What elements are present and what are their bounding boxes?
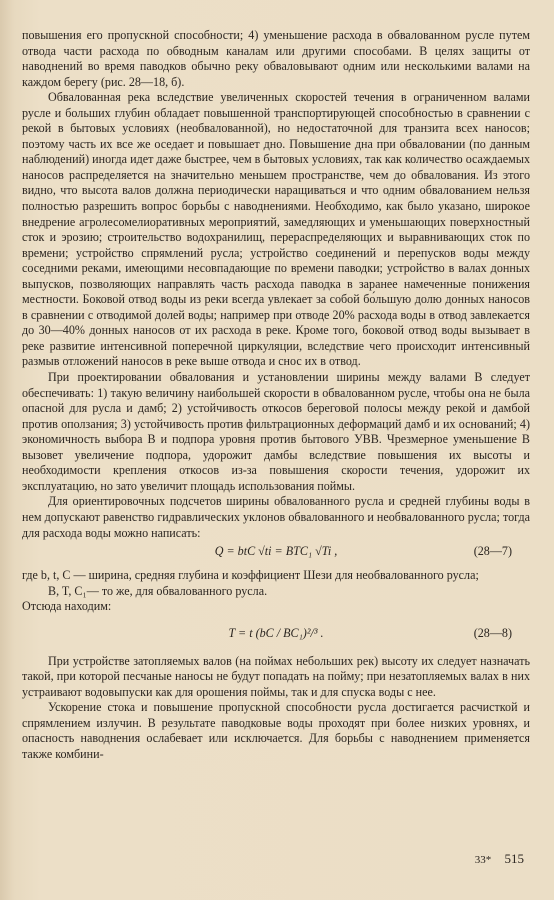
- equation-28-8-number: (28—8): [473, 625, 512, 640]
- paragraph-6: B, T, C₁— то же, для обвалованного русла.: [48, 583, 268, 598]
- paragraph-5: где b, t, C — ширина, средняя глубина и коэффициент Шези для необвалованного русла;: [22, 568, 479, 583]
- paragraph-1: повышения его пропускной способности; 4) уменьшение расхода в обвалованном русле путем отвода части расхода по обводным каналам или другими способами. В целях защиты от наводнений во время паводков обычно реку обваловывают одним или несколькими валами на каждом берегу (рис. 28—18, б).: [22, 28, 530, 89]
- equation-28-7-formula: Q = btC √ti = BTC₁ √Ti ,: [214, 544, 338, 559]
- equation-28-7-number: (28—7): [473, 544, 512, 559]
- page-number: 515: [504, 851, 524, 866]
- equation-28-7: [22, 544, 530, 566]
- paragraph-8: При устройстве затопляемых валов (на поймах небольших рек) высоту их следует назначать такой, при которой песчаные наносы не будут попадать на пойму; при незатопляемых валах в них устраивают водовыпуски как для орошения поймы, так и для спуска воды с нее.: [22, 653, 530, 699]
- equation-28-8-formula: T = t (bC / BC₁)²/³ .: [228, 625, 324, 640]
- equation-28-8: [22, 618, 530, 652]
- paragraph-7: Отсюда находим:: [22, 599, 112, 614]
- page-footer: [475, 851, 524, 867]
- paragraph-2: Обвалованная река вследствие увеличенных скоростей течения в ограниченном валами русле и больших глубин обладает повышенной транспортирующей способностью в сравнении с рекой в бытовых условиях (необвалованной), но недостаточной для транзита всех наносов; поэтому часть их все же оседает и повышает дно. Повышение дна при обваловании (по данным наблюдений) иногда идет даже быстрее, чем в бытовых условиях, так как количество осаждаемых наносов распределяется на значительно меньшем пространстве, чем до обвалования. Из этого видно, что высота валов должна периодически наращиваться и что одним обвалованием нельзя полностью разрешить вопрос борьбы с наводнениями. Необходимо, как было указано, широкое внедрение агролесомелиоративных мероприятий, замедляющих и уменьшающих поверхностный сток и эрозию; строительство водохранилищ, перераспределяющих и выравнивающих сток по времени; устройство спрямлений русла; устройство соединений и перепусков воды между соседними реками, имеющими несовпадающие по времени паводки; устройство в валах донных выпусков, позволяющих направлять часть расхода паводка в заранее намеченные понижения местности. Боковой отвод воды из реки всегда увлекает за собой бо́льшую долю донных наносов в сравнении с отводимой долей воды; например при отводе 20% расхода воды в отвод завлекается до 30—40% донных наносов от их расхода в реке. Кроме того, боковой отвод воды вызывает в реке развитие интенсивной поперечной циркуляции, вследствие чего происходит интенсивный размыв отложений наносов в реке выше отвода и снос их в отвод.: [22, 90, 530, 369]
- paragraph-4: Для ориентировочных подсчетов ширины обвалованного русла и средней глубины воды в нем допускают равенство гидравлических уклонов обвалованного и необвалованного русла; тогда для расхода воды можно написать:: [22, 494, 530, 540]
- paragraph-3: При проектировании обвалования и установлении ширины между валами B следует обеспечивать: 1) такую величину наибольшей скорости в обвалованном русле, чтобы она не была опасной для русла и дамб; 2) устойчивость откосов береговой полосы между рекой и дамбой против оползания; 3) устойчивость против фильтрационных деформаций дамб и их оснований; 4) экономичность выбора B и подпора уровня против бытового УВВ. Чрезмерное уменьшение B вызовет увеличение подпора, удорожит дамбы вследствие повышения их высоты и необходимости крепления откосов из-за повышения скорости течения, удорожит их эксплуатацию, но зато увеличит площадь использования поймы.: [22, 370, 530, 493]
- paragraph-9: Ускорение стока и повышение пропускной способности русла достигается расчисткой и спрямлением излучин. В результате паводковые воды проходят при более низких уровнях, и опасность наводнения ослабевает или исключается. Для борьбы с наводнением применяется также комбини-: [22, 700, 530, 761]
- text-column: [22, 28, 530, 763]
- signature-mark: 33*: [474, 854, 492, 866]
